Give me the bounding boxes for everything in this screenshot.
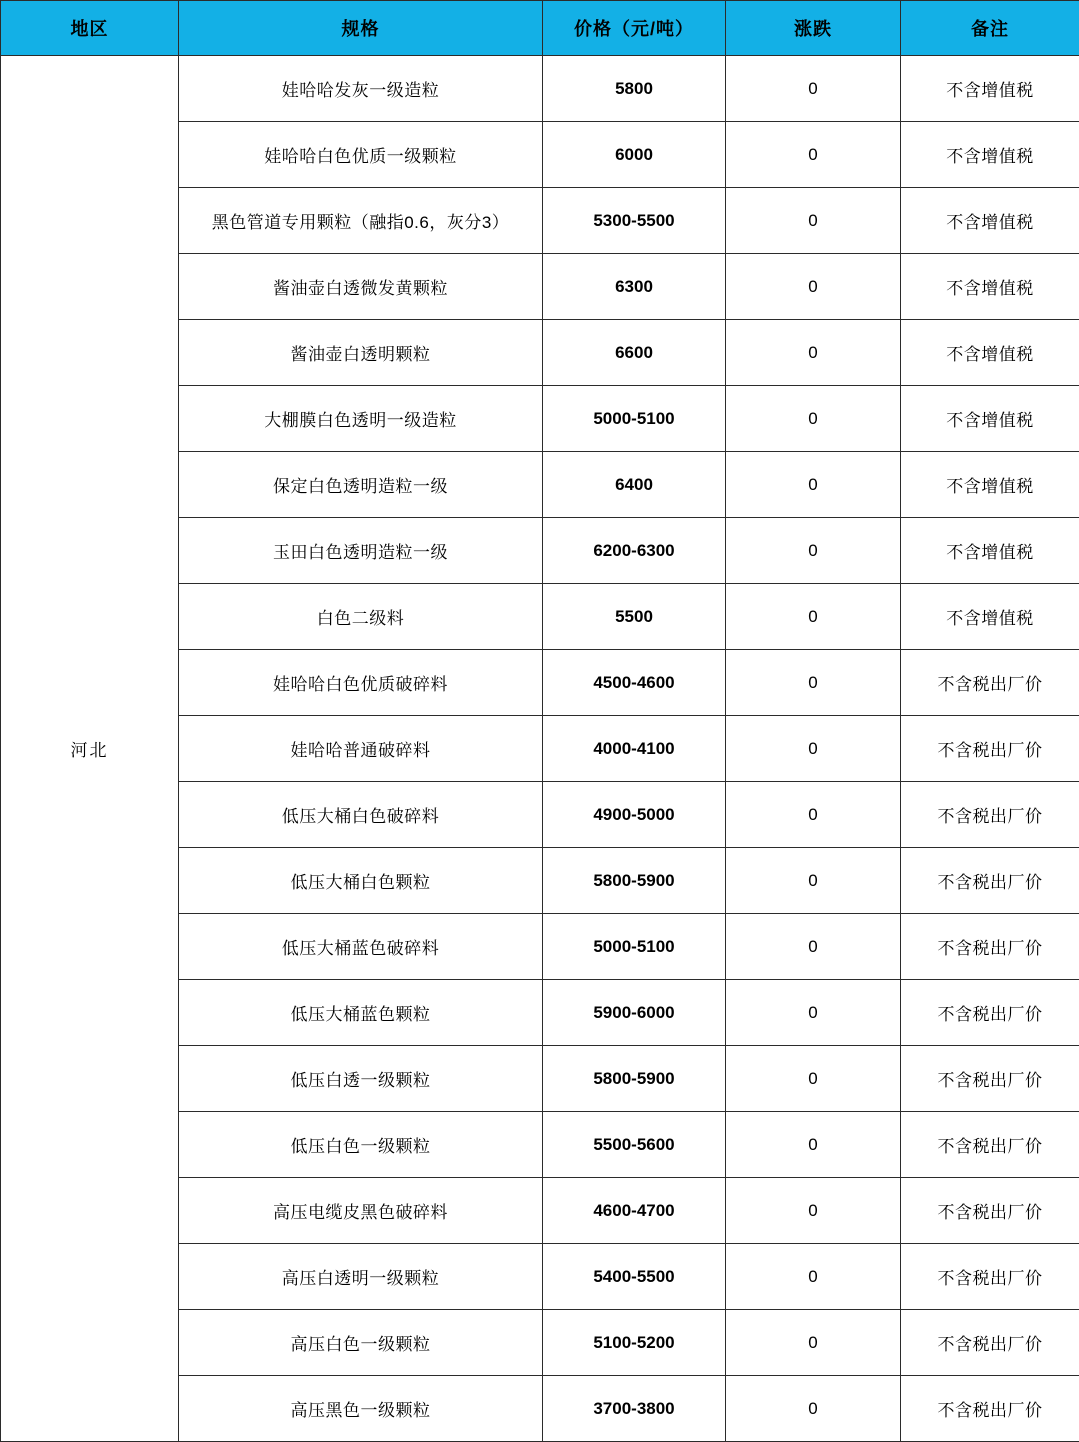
note-cell: 不含增值税 <box>901 320 1079 386</box>
column-header-spec: 规格 <box>179 1 543 56</box>
spec-cell: 低压大桶白色破碎料 <box>179 782 543 848</box>
note-cell: 不含增值税 <box>901 386 1079 452</box>
change-cell: 0 <box>726 848 901 914</box>
spec-cell: 酱油壶白透明颗粒 <box>179 320 543 386</box>
note-cell: 不含税出厂价 <box>901 848 1079 914</box>
note-cell: 不含增值税 <box>901 188 1079 254</box>
table-header-row <box>1 1 1079 56</box>
price-cell: 5800-5900 <box>543 1046 726 1112</box>
price-cell: 4600-4700 <box>543 1178 726 1244</box>
note-cell: 不含增值税 <box>901 584 1079 650</box>
note-cell: 不含税出厂价 <box>901 1244 1079 1310</box>
price-cell: 5000-5100 <box>543 914 726 980</box>
spec-cell: 高压黑色一级颗粒 <box>179 1376 543 1442</box>
spec-cell: 低压大桶蓝色破碎料 <box>179 914 543 980</box>
price-cell: 5300-5500 <box>543 188 726 254</box>
price-cell: 5000-5100 <box>543 386 726 452</box>
note-cell: 不含增值税 <box>901 254 1079 320</box>
spec-cell: 娃哈哈白色优质破碎料 <box>179 650 543 716</box>
price-cell: 5500 <box>543 584 726 650</box>
column-header-price: 价格（元/吨） <box>543 1 726 56</box>
spec-cell: 高压白色一级颗粒 <box>179 1310 543 1376</box>
note-cell: 不含税出厂价 <box>901 782 1079 848</box>
note-cell: 不含增值税 <box>901 122 1079 188</box>
change-cell: 0 <box>726 782 901 848</box>
column-header-note: 备注 <box>901 1 1079 56</box>
change-cell: 0 <box>726 1112 901 1178</box>
change-cell: 0 <box>726 716 901 782</box>
price-cell: 6000 <box>543 122 726 188</box>
change-cell: 0 <box>726 1244 901 1310</box>
change-cell: 0 <box>726 1046 901 1112</box>
price-cell: 6200-6300 <box>543 518 726 584</box>
change-cell: 0 <box>726 1310 901 1376</box>
change-cell: 0 <box>726 518 901 584</box>
note-cell: 不含税出厂价 <box>901 1178 1079 1244</box>
table-header <box>1 1 1079 56</box>
table-row <box>1 56 1079 122</box>
region-cell: 河北 <box>1 56 179 1442</box>
change-cell: 0 <box>726 452 901 518</box>
price-cell: 4500-4600 <box>543 650 726 716</box>
spec-cell: 低压白色一级颗粒 <box>179 1112 543 1178</box>
table-body <box>1 56 1079 1442</box>
spec-cell: 酱油壶白透微发黄颗粒 <box>179 254 543 320</box>
change-cell: 0 <box>726 1376 901 1442</box>
note-cell: 不含税出厂价 <box>901 1310 1079 1376</box>
price-cell: 6300 <box>543 254 726 320</box>
change-cell: 0 <box>726 188 901 254</box>
change-cell: 0 <box>726 122 901 188</box>
spec-cell: 高压电缆皮黑色破碎料 <box>179 1178 543 1244</box>
spec-cell: 娃哈哈白色优质一级颗粒 <box>179 122 543 188</box>
change-cell: 0 <box>726 1178 901 1244</box>
price-cell: 4900-5000 <box>543 782 726 848</box>
price-cell: 5400-5500 <box>543 1244 726 1310</box>
note-cell: 不含税出厂价 <box>901 650 1079 716</box>
note-cell: 不含增值税 <box>901 56 1079 122</box>
note-cell: 不含税出厂价 <box>901 980 1079 1046</box>
spec-cell: 白色二级料 <box>179 584 543 650</box>
change-cell: 0 <box>726 914 901 980</box>
spec-cell: 娃哈哈发灰一级造粒 <box>179 56 543 122</box>
change-cell: 0 <box>726 980 901 1046</box>
column-header-change: 涨跌 <box>726 1 901 56</box>
note-cell: 不含增值税 <box>901 518 1079 584</box>
price-cell: 5900-6000 <box>543 980 726 1046</box>
spec-cell: 高压白透明一级颗粒 <box>179 1244 543 1310</box>
change-cell: 0 <box>726 56 901 122</box>
price-cell: 5800 <box>543 56 726 122</box>
spec-cell: 低压大桶白色颗粒 <box>179 848 543 914</box>
price-cell: 4000-4100 <box>543 716 726 782</box>
price-cell: 6400 <box>543 452 726 518</box>
price-cell: 5500-5600 <box>543 1112 726 1178</box>
price-cell: 5100-5200 <box>543 1310 726 1376</box>
note-cell: 不含税出厂价 <box>901 1046 1079 1112</box>
price-cell: 3700-3800 <box>543 1376 726 1442</box>
note-cell: 不含税出厂价 <box>901 1376 1079 1442</box>
spec-cell: 大棚膜白色透明一级造粒 <box>179 386 543 452</box>
change-cell: 0 <box>726 254 901 320</box>
change-cell: 0 <box>726 320 901 386</box>
change-cell: 0 <box>726 386 901 452</box>
column-header-region: 地区 <box>1 1 179 56</box>
note-cell: 不含增值税 <box>901 452 1079 518</box>
spec-cell: 玉田白色透明造粒一级 <box>179 518 543 584</box>
change-cell: 0 <box>726 584 901 650</box>
note-cell: 不含税出厂价 <box>901 716 1079 782</box>
spec-cell: 娃哈哈普通破碎料 <box>179 716 543 782</box>
price-cell: 6600 <box>543 320 726 386</box>
note-cell: 不含税出厂价 <box>901 914 1079 980</box>
spec-cell: 保定白色透明造粒一级 <box>179 452 543 518</box>
spec-cell: 低压白透一级颗粒 <box>179 1046 543 1112</box>
spec-cell: 黑色管道专用颗粒（融指0.6，灰分3） <box>179 188 543 254</box>
note-cell: 不含税出厂价 <box>901 1112 1079 1178</box>
price-cell: 5800-5900 <box>543 848 726 914</box>
change-cell: 0 <box>726 650 901 716</box>
spec-cell: 低压大桶蓝色颗粒 <box>179 980 543 1046</box>
